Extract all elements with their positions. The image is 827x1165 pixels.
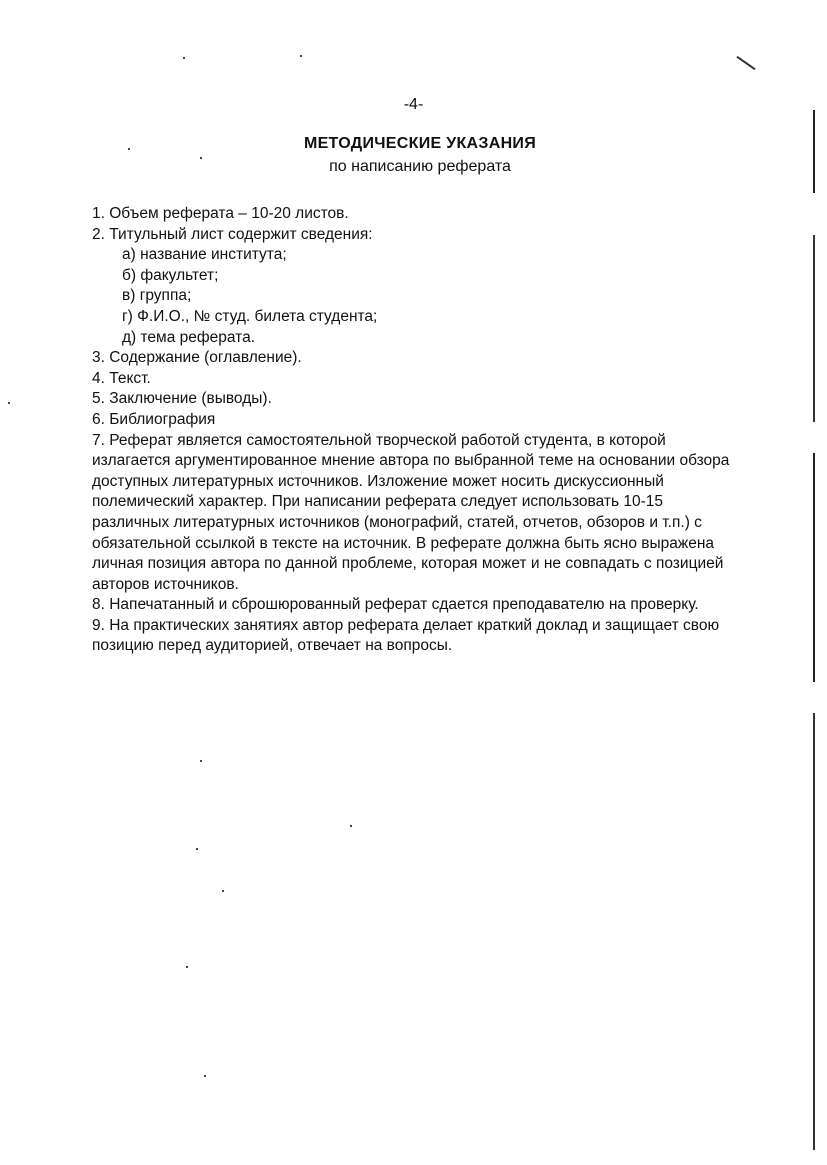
list-item: 3. Содержание (оглавление). [92,349,302,367]
list-item: 2. Титульный лист содержит сведения: [92,225,373,243]
paragraph-item-8: 8. Напечатанный и сброшюрованный реферат сдается преподавателю на проверку. [92,596,699,614]
scan-corner-mark [736,56,755,70]
list-item: 1. Объем реферата – 10-20 листов. [92,205,349,222]
document-subtitle: по написанию реферата [329,158,511,175]
scan-speck [222,890,224,892]
list-subitem: д) тема реферата. [122,328,256,346]
scan-speck [8,402,10,404]
list-item: 6. Библиография [92,410,216,428]
page-number: -4- [403,96,424,113]
list-item: 4. Текст. [92,369,151,387]
scan-speck [300,55,302,57]
scan-speck [183,57,185,59]
scan-speck [186,966,188,968]
list-subitem: г) Ф.И.О., № студ. билета студента; [122,307,378,325]
document-body [92,204,732,657]
list-subitem: а) название института; [122,246,287,264]
scan-edge-line [813,110,815,1150]
list-item: 5. Заключение (выводы). [92,390,272,408]
scan-speck [350,825,352,827]
list-subitem: б) факультет; [122,266,219,284]
scan-speck [200,760,202,762]
scan-speck [204,1075,206,1077]
document-title: МЕТОДИЧЕСКИЕ УКАЗАНИЯ [303,135,537,152]
paragraph-item-7: 7. Реферат является самостоятельной творческой работой студента, в которой излагается аргументированное мнение автора по выбранной теме на основании обзора доступных литературных источников. Изложение может носить дискуссионный полемический характер. При написании реферата следует использовать 10-15 различных литературных источников (монографий, статей, отчетов, обзоров и т.п.) с обязательной ссылкой в тексте на источник. В реферате должна быть ясно выражена личная позиция автора по данной проблеме, которая может и не совпадать с позицией авторов источников. [92,431,730,593]
paragraph-item-9: 9. На практических занятиях автор реферата делает краткий доклад и защищает свою позицию перед аудиторией, отвечает на вопросы. [92,616,720,655]
scan-speck [196,848,198,850]
list-subitem: в) группа; [122,287,192,305]
